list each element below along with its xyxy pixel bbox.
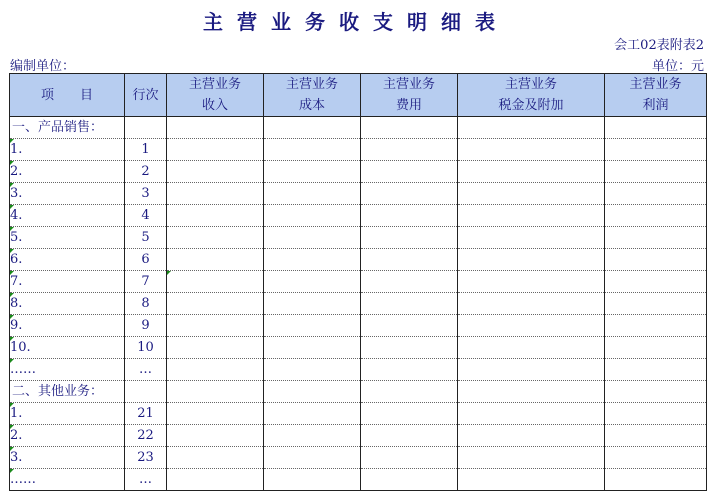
row-line-no[interactable]: 8 [125, 293, 167, 315]
cell-profit[interactable] [605, 205, 707, 227]
row-line-no[interactable]: … [125, 359, 167, 381]
header-tax-line2: 税金及附加 [498, 98, 564, 113]
row-item-cell[interactable] [10, 139, 125, 161]
cell-cost[interactable] [264, 359, 361, 381]
header-cost-line1: 主营业务 [285, 77, 338, 92]
cell-cost[interactable] [264, 425, 361, 447]
cell-expense[interactable] [361, 359, 458, 381]
header-profit [605, 74, 707, 117]
cell-revenue[interactable] [167, 337, 264, 359]
cell-expense[interactable] [361, 425, 458, 447]
table-row [10, 447, 707, 469]
table-row [10, 315, 707, 337]
header-expense [361, 74, 458, 117]
table-row [10, 469, 707, 491]
header-item: 项 目 [10, 74, 125, 117]
table-row [10, 161, 707, 183]
cell-marker-icon [10, 315, 15, 320]
cell-expense[interactable] [361, 161, 458, 183]
cell-revenue[interactable] [167, 403, 264, 425]
row-item-cell[interactable] [10, 469, 125, 491]
cell-cost[interactable] [264, 161, 361, 183]
cell-expense[interactable] [361, 447, 458, 469]
cell-revenue[interactable] [167, 227, 264, 249]
cell-cost[interactable] [264, 293, 361, 315]
cell-cost[interactable] [264, 249, 361, 271]
page-title: 主营业务收支明细表 [203, 10, 509, 34]
row-item-cell[interactable] [10, 315, 125, 337]
table-row [10, 337, 707, 359]
cell-revenue[interactable] [167, 425, 264, 447]
cell-expense[interactable] [361, 139, 458, 161]
cell-expense[interactable] [361, 117, 458, 139]
cell-revenue[interactable] [167, 161, 264, 183]
cell-profit[interactable] [605, 227, 707, 249]
cell-profit[interactable] [605, 469, 707, 491]
cell-expense[interactable] [361, 293, 458, 315]
header-expense-line2: 费用 [395, 98, 422, 113]
cell-tax[interactable] [458, 337, 605, 359]
row-item-cell[interactable] [10, 183, 125, 205]
header-cost [264, 74, 361, 117]
cell-marker-icon [10, 359, 15, 364]
cell-marker-icon [10, 425, 15, 430]
header-revenue-line1: 主营业务 [188, 77, 241, 92]
header-profit-line1: 主营业务 [629, 77, 682, 92]
cell-tax[interactable] [458, 183, 605, 205]
cell-tax[interactable] [458, 315, 605, 337]
row-item-label: 二、其他业务： [12, 384, 104, 399]
row-item-cell[interactable] [10, 447, 125, 469]
cell-revenue[interactable] [167, 271, 264, 293]
table-row [10, 227, 707, 249]
cell-cost[interactable] [264, 183, 361, 205]
cell-marker-icon [10, 249, 15, 254]
row-line-no[interactable] [125, 117, 167, 139]
cell-cost[interactable] [264, 139, 361, 161]
row-item-cell[interactable] [10, 161, 125, 183]
cell-expense[interactable] [361, 183, 458, 205]
row-item-label: 1. [10, 142, 23, 157]
row-item-label: 2. [10, 428, 23, 443]
cell-tax[interactable] [458, 117, 605, 139]
cell-revenue[interactable] [167, 469, 264, 491]
row-item-label: …… [10, 362, 36, 377]
row-item-label: …… [10, 472, 36, 487]
table-row [10, 249, 707, 271]
row-line-no[interactable]: 21 [125, 403, 167, 425]
cell-revenue[interactable] [167, 183, 264, 205]
cell-tax[interactable] [458, 447, 605, 469]
cell-profit[interactable] [605, 139, 707, 161]
row-line-no[interactable]: 5 [125, 227, 167, 249]
row-item-label: 4. [10, 208, 23, 223]
row-item-cell[interactable] [10, 359, 125, 381]
row-line-no[interactable]: 10 [125, 337, 167, 359]
cell-tax[interactable] [458, 425, 605, 447]
cell-revenue[interactable] [167, 293, 264, 315]
cell-profit[interactable] [605, 271, 707, 293]
cell-marker-icon [10, 271, 15, 276]
cell-marker-icon [10, 403, 15, 408]
cell-expense[interactable] [361, 469, 458, 491]
row-line-no[interactable]: … [125, 469, 167, 491]
cell-cost[interactable] [264, 227, 361, 249]
row-item-cell[interactable] [10, 117, 125, 139]
cell-profit[interactable] [605, 249, 707, 271]
cell-tax[interactable] [458, 249, 605, 271]
row-item-label: 3. [10, 186, 23, 201]
cell-profit[interactable] [605, 425, 707, 447]
cell-tax[interactable] [458, 381, 605, 403]
header-tax-line1: 主营业务 [504, 77, 557, 92]
cell-cost[interactable] [264, 447, 361, 469]
reporting-unit-label: 编制单位： [10, 59, 76, 74]
cell-cost[interactable] [264, 403, 361, 425]
row-item-label: 7. [10, 274, 23, 289]
cell-expense[interactable] [361, 337, 458, 359]
cell-cost[interactable] [264, 469, 361, 491]
cell-cost[interactable] [264, 315, 361, 337]
cell-marker-icon [167, 271, 172, 276]
row-item-label: 3. [10, 450, 23, 465]
cell-cost[interactable] [264, 271, 361, 293]
row-item-label: 8. [10, 296, 23, 311]
cell-marker-icon [10, 469, 15, 474]
cell-revenue[interactable] [167, 447, 264, 469]
row-item-cell[interactable] [10, 425, 125, 447]
cell-tax[interactable] [458, 139, 605, 161]
table-row [10, 183, 707, 205]
row-item-label: 6. [10, 252, 23, 267]
cell-revenue[interactable] [167, 117, 264, 139]
cell-profit[interactable] [605, 359, 707, 381]
cell-marker-icon [10, 227, 15, 232]
cell-expense[interactable] [361, 315, 458, 337]
row-line-no[interactable]: 3 [125, 183, 167, 205]
row-line-no[interactable]: 7 [125, 271, 167, 293]
cell-marker-icon [10, 447, 15, 452]
cell-profit[interactable] [605, 403, 707, 425]
cell-expense[interactable] [361, 381, 458, 403]
row-item-cell[interactable] [10, 293, 125, 315]
row-item-cell[interactable] [10, 227, 125, 249]
cell-marker-icon [10, 293, 15, 298]
cell-expense[interactable] [361, 403, 458, 425]
row-item-label: 10. [10, 340, 31, 355]
section-row [10, 117, 707, 139]
row-line-no[interactable]: 22 [125, 425, 167, 447]
row-item-cell[interactable] [10, 205, 125, 227]
cell-tax[interactable] [458, 205, 605, 227]
cell-expense[interactable] [361, 227, 458, 249]
cell-profit[interactable] [605, 315, 707, 337]
row-item-label: 1. [10, 406, 23, 421]
row-line-no[interactable]: 9 [125, 315, 167, 337]
row-line-no[interactable]: 6 [125, 249, 167, 271]
cell-tax[interactable] [458, 469, 605, 491]
table-row [10, 293, 707, 315]
form-number: 会工02表附表2 [614, 38, 704, 53]
table-row [10, 139, 707, 161]
header-line-no: 行次 [125, 74, 167, 117]
cell-marker-icon [10, 337, 15, 342]
row-line-no[interactable]: 1 [125, 139, 167, 161]
cell-revenue[interactable] [167, 359, 264, 381]
header-profit-line2: 利润 [642, 98, 669, 113]
header-revenue-line2: 收入 [201, 98, 228, 113]
table-row [10, 205, 707, 227]
cell-profit[interactable] [605, 161, 707, 183]
cell-cost[interactable] [264, 205, 361, 227]
row-item-cell[interactable] [10, 403, 125, 425]
table-row [10, 403, 707, 425]
cell-tax[interactable] [458, 359, 605, 381]
row-item-cell[interactable] [10, 337, 125, 359]
row-line-no[interactable]: 2 [125, 161, 167, 183]
cell-expense[interactable] [361, 271, 458, 293]
row-item-cell[interactable] [10, 271, 125, 293]
cell-tax[interactable] [458, 293, 605, 315]
cell-cost[interactable] [264, 337, 361, 359]
header-cost-line2: 成本 [298, 98, 325, 113]
cell-marker-icon [10, 183, 15, 188]
cell-profit[interactable] [605, 117, 707, 139]
table-header-row [10, 74, 707, 117]
header-expense-line1: 主营业务 [382, 77, 435, 92]
cell-profit[interactable] [605, 337, 707, 359]
cell-marker-icon [10, 139, 15, 144]
cell-tax[interactable] [458, 227, 605, 249]
cell-revenue[interactable] [167, 381, 264, 403]
cell-cost[interactable] [264, 117, 361, 139]
row-item-cell[interactable] [10, 249, 125, 271]
row-item-label: 9. [10, 318, 23, 333]
cell-revenue[interactable] [167, 249, 264, 271]
cell-profit[interactable] [605, 447, 707, 469]
currency-unit-label: 单位：元 [651, 59, 704, 74]
row-item-label: 5. [10, 230, 23, 245]
table-row [10, 425, 707, 447]
cell-cost[interactable] [264, 381, 361, 403]
cell-revenue[interactable] [167, 315, 264, 337]
header-revenue [167, 74, 264, 117]
row-item-label: 2. [10, 164, 23, 179]
cell-profit[interactable] [605, 293, 707, 315]
cell-revenue[interactable] [167, 205, 264, 227]
row-line-no[interactable] [125, 381, 167, 403]
cell-expense[interactable] [361, 249, 458, 271]
cell-profit[interactable] [605, 381, 707, 403]
detail-table [9, 73, 707, 491]
row-line-no[interactable]: 4 [125, 205, 167, 227]
cell-profit[interactable] [605, 183, 707, 205]
cell-tax[interactable] [458, 161, 605, 183]
cell-marker-icon [10, 161, 15, 166]
table-row [10, 359, 707, 381]
header-tax [458, 74, 605, 117]
cell-revenue[interactable] [167, 139, 264, 161]
cell-marker-icon [10, 205, 15, 210]
row-item-cell[interactable] [10, 381, 125, 403]
cell-expense[interactable] [361, 205, 458, 227]
row-line-no[interactable]: 23 [125, 447, 167, 469]
table-row [10, 271, 707, 293]
section-row [10, 381, 707, 403]
cell-tax[interactable] [458, 403, 605, 425]
row-item-label: 一、产品销售： [12, 120, 104, 135]
cell-tax[interactable] [458, 271, 605, 293]
